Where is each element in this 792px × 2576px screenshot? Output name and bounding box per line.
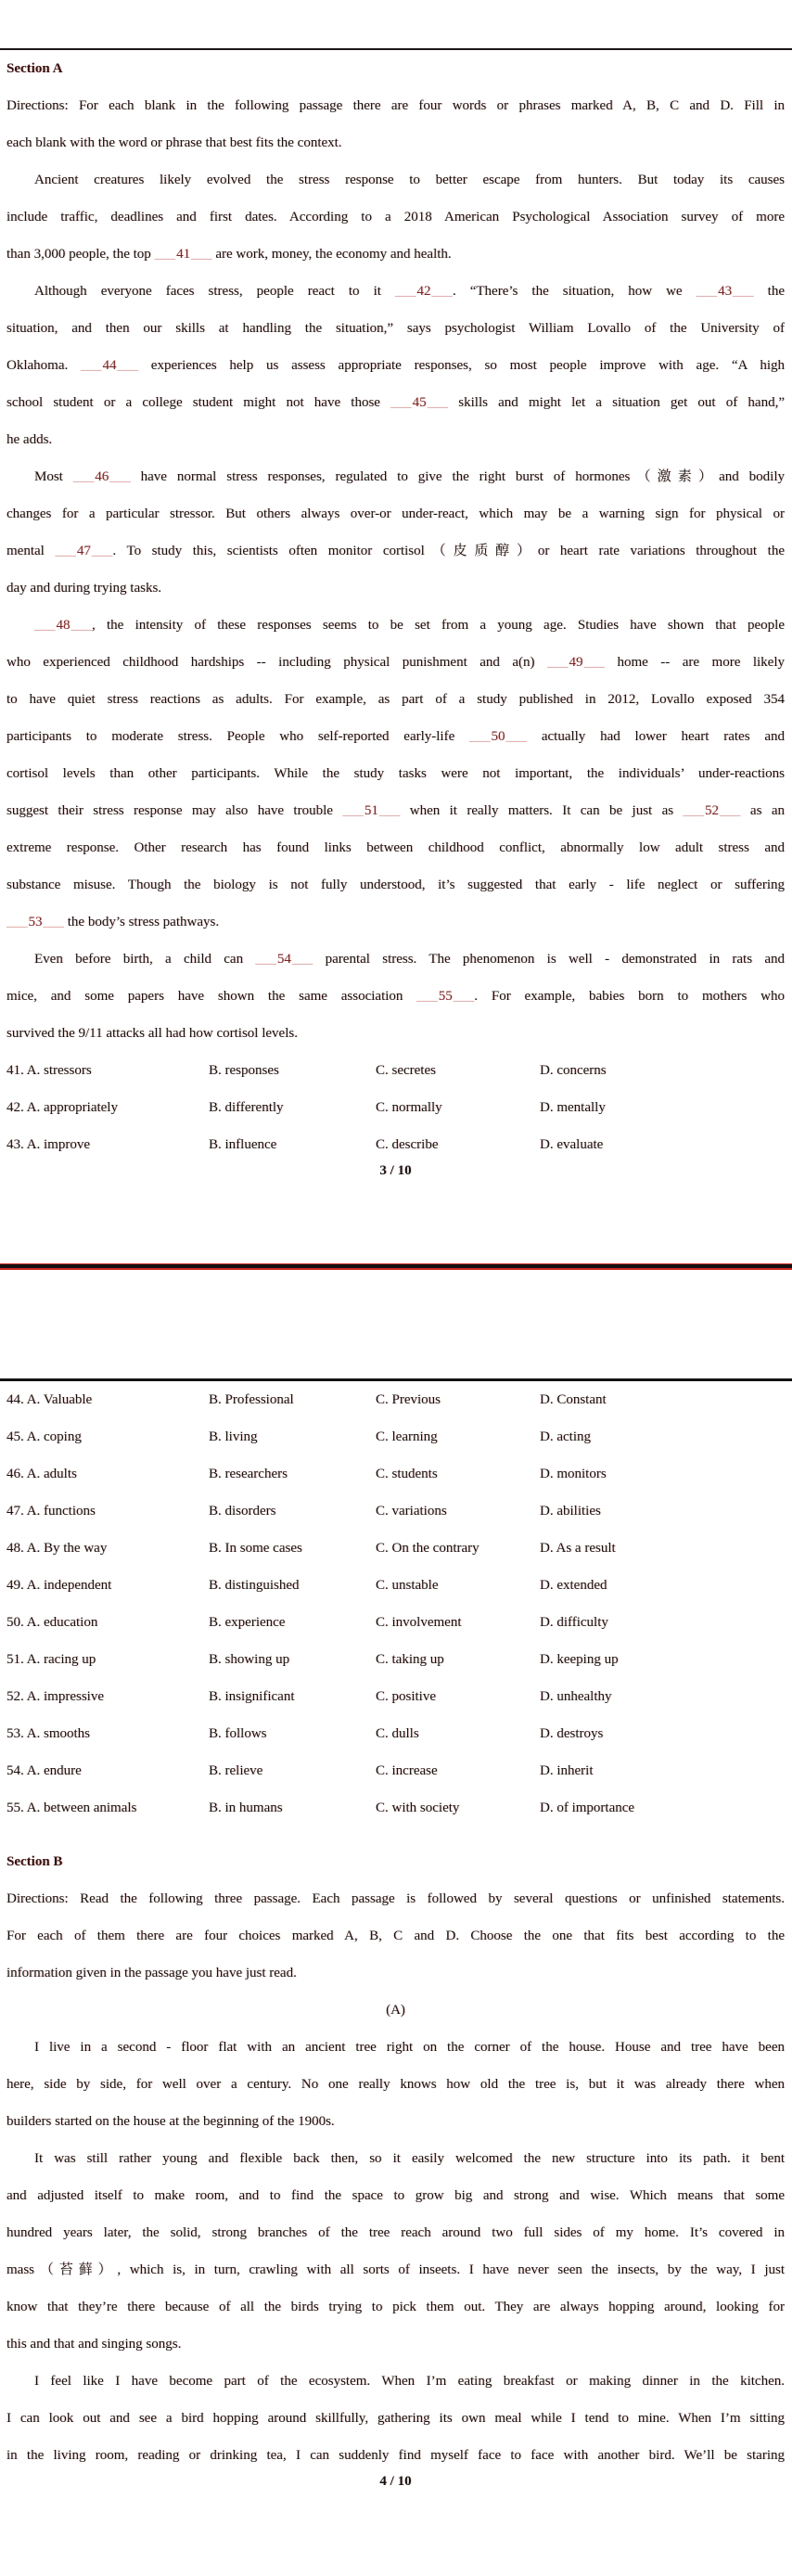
question-row-51 [6, 1641, 785, 1678]
option-b: B. In some cases [209, 1541, 302, 1556]
question-number-and-option-a: 51. A. racing up [6, 1652, 96, 1667]
text-line: he adds. [6, 432, 53, 447]
option-b: B. researchers [209, 1467, 287, 1481]
blank-43: ___43___ [696, 284, 754, 299]
page-3-content [0, 50, 792, 1180]
text-line: Oklahoma. ___44___ experiences help us assess appropriate responses, so most people improve with age. “A high [6, 358, 785, 373]
text-line: cortisol levels than other participants. While the study tasks were not important, the individuals’ under-reactions [6, 766, 785, 781]
option-d: D. acting [540, 1429, 591, 1444]
blank-48: ___48___ [34, 618, 92, 633]
text-line: mice, and some papers have shown the same association ___55___. For example, babies born to mothers who [6, 989, 785, 1004]
option-c: C. students [376, 1467, 438, 1481]
passage-a-label: (A) [386, 2003, 405, 2018]
page-4 [0, 1378, 792, 2491]
question-number-and-option-a: 52. A. impressive [6, 1689, 104, 1704]
option-b: B. disorders [209, 1504, 276, 1519]
option-b: B. insignificant [209, 1689, 295, 1704]
page-number-3: 3 / 10 [379, 1163, 412, 1178]
question-number-and-option-a: 46. A. adults [6, 1467, 77, 1481]
text-line: each blank with the word or phrase that best fits the context. [6, 135, 342, 150]
option-b: B. distinguished [209, 1578, 300, 1593]
option-c: C. positive [376, 1689, 437, 1704]
blank-50: ___50___ [469, 729, 528, 744]
option-d: D. monitors [540, 1467, 607, 1481]
blank-52: ___52___ [683, 803, 741, 818]
text-line: information given in the passage you have just read. [6, 1966, 297, 1980]
option-d: D. destroys [540, 1726, 604, 1741]
text-line: day and during trying tasks. [6, 581, 162, 596]
text-line: hundred years later, the solid, strong branches of the tree reach around two full sides of my home. It’s covered in [6, 2225, 785, 2240]
blank-51: ___51___ [342, 803, 401, 818]
question-number-and-option-a: 55. A. between animals [6, 1801, 137, 1815]
section-b-directions [6, 1880, 785, 1992]
text-line: I live in a second - floor flat with an ancient tree right on the corner of the house. House and tree have been [34, 2040, 785, 2055]
question-row-46 [6, 1455, 785, 1493]
text-line: Ancient creatures likely evolved the stress response to better escape from hunters. But today its causes [34, 173, 785, 187]
question-row-44 [6, 1381, 785, 1418]
question-row-50 [6, 1604, 785, 1641]
option-b: B. influence [209, 1137, 277, 1152]
question-number-and-option-a: 53. A. smooths [6, 1726, 91, 1741]
question-number-and-option-a: 54. A. endure [6, 1763, 82, 1778]
text-line: this and that and singing songs. [6, 2337, 182, 2352]
page-3 [0, 48, 792, 1180]
option-c: C. with society [376, 1801, 460, 1815]
text-line: participants to moderate stress. People who self-reported early-life ___50___ actually had lower heart rates and [6, 729, 785, 744]
questions-41-43 [6, 1052, 785, 1163]
section-a-heading: Section A [6, 61, 63, 76]
question-number-and-option-a: 48. A. By the way [6, 1541, 108, 1556]
question-row-48 [6, 1530, 785, 1567]
text-line: survived the 9/11 attacks all had how cortisol levels. [6, 1026, 298, 1041]
option-d: D. difficulty [540, 1615, 608, 1630]
blank-45: ___45___ [390, 395, 449, 410]
text-line: Although everyone faces stress, people react to it ___42___. “There’s the situation, how we ___43___ the [34, 284, 785, 299]
question-number-and-option-a: 41. A. stressors [6, 1063, 92, 1078]
blank-54: ___54___ [255, 952, 313, 967]
section-b-heading: Section B [6, 1854, 63, 1869]
option-c: C. learning [376, 1429, 438, 1444]
text-line: I feel like I have become part of the ecosystem. When I’m eating breakfast or making dinner in the kitchen. [34, 2374, 785, 2389]
text-line: I can look out and see a bird hopping around skillfully, gathering its own meal while I tend to mine. When I’m sitting [6, 2411, 785, 2426]
option-c: C. normally [376, 1100, 442, 1115]
text-line: substance misuse. Though the biology is not fully understood, it’s suggested that early - life neglect or suffering [6, 878, 785, 892]
text-line: and adjusted itself to make room, and to find the space to grow big and strong and wise. Which means that some [6, 2188, 785, 2203]
text-line: ___53___ the body’s stress pathways. [6, 915, 220, 929]
option-b: B. showing up [209, 1652, 290, 1667]
page-number-4: 4 / 10 [379, 2474, 412, 2489]
option-b: B. relieve [209, 1763, 263, 1778]
reading-passage-a [6, 2029, 785, 2474]
question-row-49 [6, 1567, 785, 1604]
text-line: mental ___47___. To study this, scientists often monitor cortisol（皮质醇）or heart rate variations throughout the [6, 544, 785, 558]
question-number-and-option-a: 42. A. appropriately [6, 1100, 118, 1115]
option-d: D. of importance [540, 1801, 635, 1815]
option-d: D. Constant [540, 1392, 607, 1407]
page-gap-below-separator [0, 1264, 792, 1378]
option-c: C. taking up [376, 1652, 444, 1667]
blank-41: ___41___ [154, 247, 212, 262]
page-gap-above-separator [0, 1180, 792, 1263]
question-row-54 [6, 1752, 785, 1789]
option-c: C. On the contrary [376, 1541, 479, 1556]
text-line: For each of them there are four choices marked A, B, C and D. Choose the one that fits best according to the [6, 1929, 785, 1943]
blank-53: ___53___ [6, 915, 64, 929]
question-number-and-option-a: 44. A. Valuable [6, 1392, 93, 1407]
text-line: Directions: Read the following three passage. Each passage is followed by several questions or unfinished statements. [6, 1891, 785, 1906]
text-line: include traffic, deadlines and first dates. According to a 2018 American Psychological Association survey of more [6, 210, 785, 224]
text-line: Most ___46___ have normal stress responses, regulated to give the right burst of hormones（激素）and bodily [34, 469, 785, 484]
text-line: situation, and then our skills at handling the situation,” says psychologist William Lovallo of the University of [6, 321, 785, 336]
text-line: school student or a college student might not have those ___45___ skills and might let a situation get out of hand,” [6, 395, 785, 410]
text-line: to have quiet stress reactions as adults. For example, as part of a study published in 2012, Lovallo exposed 354 [6, 692, 785, 707]
option-b: B. responses [209, 1063, 279, 1078]
option-c: C. dulls [376, 1726, 419, 1741]
text-line: It was still rather young and flexible back then, so it easily welcomed the new structure into its path. it bent [34, 2151, 785, 2166]
blank-46: ___46___ [72, 469, 131, 484]
option-d: D. extended [540, 1578, 607, 1593]
option-b: B. living [209, 1429, 258, 1444]
question-number-and-option-a: 47. A. functions [6, 1504, 96, 1519]
text-line: suggest their stress response may also have trouble ___51___ when it really matters. It can be just as ___52___ as an [6, 803, 785, 818]
question-number-and-option-a: 45. A. coping [6, 1429, 82, 1444]
text-line: who experienced childhood hardships -- including physical punishment and a(n) ___49___ home -- are more likely [6, 655, 785, 670]
blank-55: ___55___ [416, 989, 475, 1004]
text-line: than 3,000 people, the top ___41___ are work, money, the economy and health. [6, 247, 452, 262]
text-line: mass（苔藓）, which is, in turn, crawling with all sorts of inseets. I have never seen the insects, by the way, I just [6, 2262, 785, 2277]
option-d: D. concerns [540, 1063, 607, 1078]
question-number-and-option-a: 50. A. education [6, 1615, 98, 1630]
option-d: D. As a result [540, 1541, 616, 1556]
question-row-47 [6, 1493, 785, 1530]
text-line: know that they’re there because of all the birds trying to pick them out. They are always hopping around, looking for [6, 2300, 785, 2314]
page-4-content [0, 1381, 792, 2491]
option-c: C. describe [376, 1137, 439, 1152]
text-line: in the living room, reading or drinking tea, I can suddenly find myself face to face with another bird. We’ll be staring [6, 2448, 785, 2463]
question-row-41 [6, 1052, 785, 1089]
question-row-52 [6, 1678, 785, 1715]
question-row-45 [6, 1418, 785, 1455]
question-row-55 [6, 1789, 785, 1826]
question-row-42 [6, 1089, 785, 1126]
option-c: C. variations [376, 1504, 447, 1519]
option-b: B. in humans [209, 1801, 283, 1815]
text-line: Even before birth, a child can ___54___ parental stress. The phenomenon is well - demonstrated in rats and [34, 952, 785, 967]
option-d: D. abilities [540, 1504, 601, 1519]
option-d: D. evaluate [540, 1137, 604, 1152]
option-b: B. Professional [209, 1392, 294, 1407]
option-d: D. mentally [540, 1100, 606, 1115]
cloze-passage [6, 87, 785, 1052]
text-line: Directions: For each blank in the following passage there are four words or phrases marked A, B, C and D. Fill in [6, 98, 785, 113]
text-line: changes for a particular stressor. But others always over-or under-react, which may be a warning sign for physical or [6, 506, 785, 521]
questions-44-55 [6, 1381, 785, 1826]
option-c: C. secretes [376, 1063, 436, 1078]
option-c: C. increase [376, 1763, 438, 1778]
question-number-and-option-a: 43. A. improve [6, 1137, 90, 1152]
text-line: here, side by side, for well over a century. No one really knows how old the tree is, but it was already there when [6, 2077, 785, 2092]
text-line: extreme response. Other research has found links between childhood conflict, abnormally low adult stress and [6, 840, 785, 855]
blank-47: ___47___ [55, 544, 113, 558]
option-b: B. experience [209, 1615, 286, 1630]
question-row-53 [6, 1715, 785, 1752]
question-number-and-option-a: 49. A. independent [6, 1578, 112, 1593]
question-row-43 [6, 1126, 785, 1163]
text-line: ___48___, the intensity of these responses seems to be set from a young age. Studies have shown that people [34, 618, 785, 633]
blank-42: ___42___ [394, 284, 453, 299]
option-d: D. unhealthy [540, 1689, 612, 1704]
option-c: C. Previous [376, 1392, 441, 1407]
spacer [6, 1826, 785, 1843]
option-d: D. keeping up [540, 1652, 619, 1667]
blank-44: ___44___ [81, 358, 139, 373]
text-line: builders started on the house at the beginning of the 1900s. [6, 2114, 335, 2129]
option-c: C. unstable [376, 1578, 439, 1593]
blank-49: ___49___ [547, 655, 605, 670]
option-b: B. differently [209, 1100, 284, 1115]
option-b: B. follows [209, 1726, 267, 1741]
option-c: C. involvement [376, 1615, 462, 1630]
option-d: D. inherit [540, 1763, 594, 1778]
